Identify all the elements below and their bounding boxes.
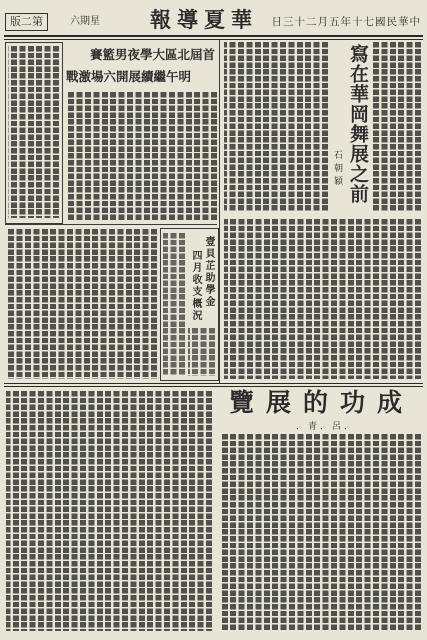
basketball-subheadline: 明午繼續展開六場激戰 bbox=[66, 69, 192, 84]
body-text-columns bbox=[6, 229, 157, 379]
body-text-columns bbox=[6, 391, 212, 631]
body-text-columns bbox=[188, 328, 215, 376]
scholarship-title: 壹貝芷助學金 bbox=[203, 236, 214, 308]
body-text-columns bbox=[163, 233, 185, 375]
body-text-columns bbox=[373, 42, 421, 212]
issue-date: 中華民國七十年五月二十三日 bbox=[271, 16, 421, 28]
body-text-columns bbox=[224, 42, 328, 212]
dance-byline: 石朝穎 bbox=[332, 150, 342, 189]
exhibition-byline: ．呂．青． bbox=[296, 422, 357, 432]
masthead-rule bbox=[4, 35, 423, 40]
dance-headline: 寫在華岡舞展之前 bbox=[347, 44, 369, 204]
column-rule bbox=[219, 40, 220, 383]
body-text-columns bbox=[222, 434, 421, 631]
body-text-columns bbox=[224, 219, 421, 379]
newspaper-title: 華夏導報 bbox=[150, 7, 258, 32]
basketball-headline: 首屆北區大學夜男籃賽 bbox=[89, 47, 215, 62]
body-text-columns bbox=[8, 46, 59, 218]
weekday: 星期六 bbox=[70, 16, 100, 27]
section-separator bbox=[4, 383, 423, 387]
page-number: 第二版 bbox=[5, 13, 48, 31]
exhibition-headline: 成功的展覽 bbox=[228, 388, 414, 417]
section-rule bbox=[5, 224, 217, 225]
scholarship-subtitle: 四月收支概況 bbox=[190, 250, 201, 322]
body-text-columns bbox=[66, 92, 217, 220]
